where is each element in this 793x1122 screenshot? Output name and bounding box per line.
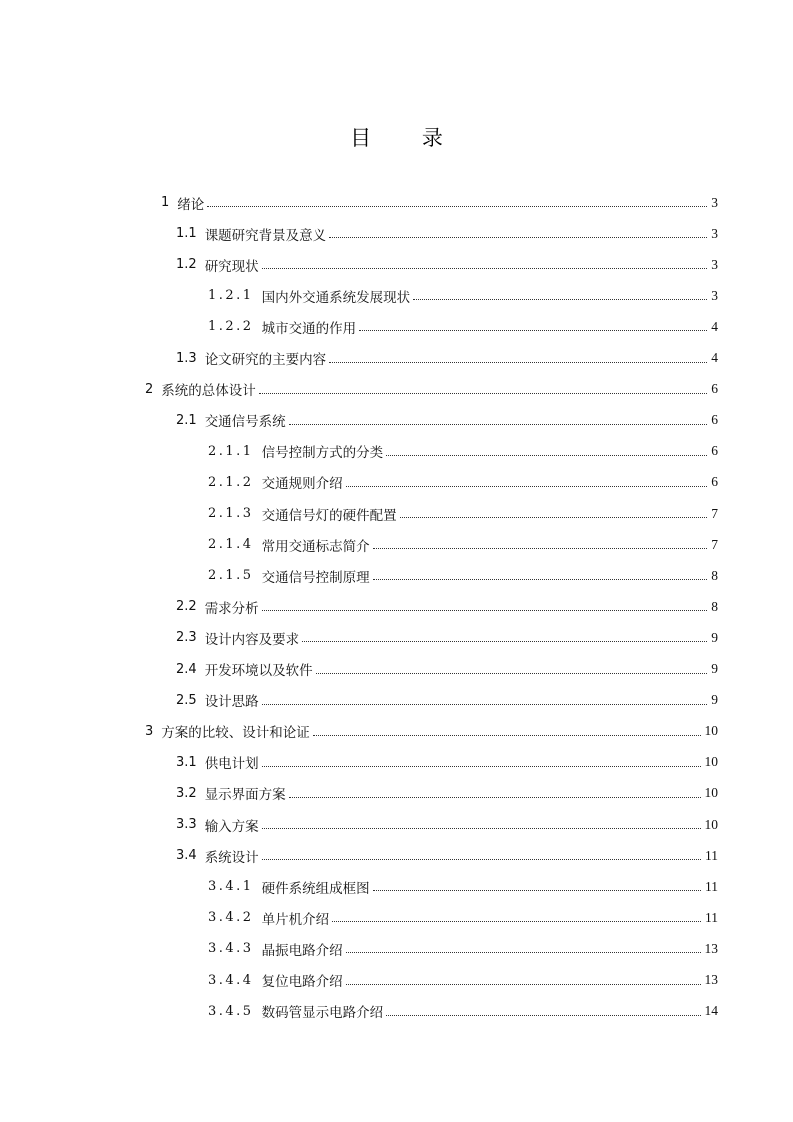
toc-entry-label: 需求分析 (204, 600, 259, 617)
toc-entry-label: 方案的比较、设计和论证 (161, 725, 310, 742)
toc-entry-number: 2.5 (176, 692, 197, 708)
toc-entry-page: 13 (704, 972, 718, 987)
toc-entry-label: 晶振电路介绍 (261, 942, 343, 959)
toc-entry-label: 研究现状 (204, 258, 259, 275)
toc-entry-label: 常用交通标志简介 (261, 538, 370, 555)
toc-entry[interactable] (208, 436, 718, 467)
toc-entry-page: 11 (705, 909, 718, 925)
toc-entry-label: 国内外交通系统发展现状 (261, 289, 411, 306)
toc-dot-leader (289, 797, 701, 798)
toc-entry-label: 系统设计 (204, 849, 259, 866)
toc-entry-label: 复位电路介绍 (261, 974, 343, 990)
toc-entry-page: 13 (704, 940, 718, 956)
toc-entry-label: 输入方案 (204, 818, 259, 835)
toc-entry-label: 设计内容及要求 (204, 631, 300, 648)
toc-entry[interactable] (176, 747, 718, 778)
toc-entry-page: 11 (705, 878, 718, 894)
toc-entry-page: 4 (711, 350, 718, 365)
toc-entry-page: 3 (711, 194, 718, 210)
toc-entry-page: 6 (711, 474, 718, 490)
toc-dot-leader (413, 299, 707, 300)
toc-entry[interactable] (176, 405, 718, 436)
toc-entry-page: 11 (705, 847, 718, 863)
toc-entry-label: 课题研究背景及意义 (204, 227, 327, 244)
toc-dot-leader (346, 486, 708, 487)
toc-entry[interactable] (176, 343, 718, 374)
toc-entry-number: 2.2 (176, 599, 197, 615)
toc-entry-page: 10 (704, 816, 718, 832)
toc-entry-label: 交通规则介绍 (261, 476, 343, 493)
toc-entry-page: 10 (704, 754, 718, 770)
toc-entry-label: 数码管显示电路介绍 (261, 1005, 384, 1022)
toc-entry-label: 供电计划 (204, 756, 259, 773)
toc-entry[interactable] (208, 498, 718, 529)
toc-dot-leader (329, 362, 707, 363)
toc-dot-leader (346, 952, 701, 953)
toc-entry-page: 3 (711, 256, 718, 272)
toc-entry-number: 3.4.1 (208, 879, 254, 895)
toc-entry[interactable] (208, 871, 718, 902)
toc-dot-leader (262, 704, 708, 705)
toc-dot-leader (262, 610, 708, 611)
toc-entry-label: 显示界面方案 (204, 787, 286, 804)
toc-entry-page: 3 (711, 225, 718, 241)
toc-entry-label: 设计思路 (204, 694, 259, 711)
toc-entry-page: 10 (704, 785, 718, 801)
toc-entry[interactable] (208, 965, 718, 996)
toc-entry-number: 1.2.1 (208, 288, 254, 304)
toc-entry-number: 1.2.2 (208, 319, 254, 335)
toc-entry-number: 3.4.5 (208, 1003, 254, 1019)
toc-dot-leader (373, 890, 701, 891)
toc-dot-leader (346, 984, 701, 985)
toc-entry-number: 2.1.3 (208, 506, 254, 521)
toc-entry-number: 2.1.5 (208, 568, 254, 584)
toc-dot-leader (386, 1015, 700, 1016)
toc-entry[interactable] (176, 249, 718, 280)
toc-dot-leader (316, 673, 708, 674)
toc-entry[interactable] (145, 374, 718, 405)
toc-dot-leader (386, 455, 707, 456)
toc-entry-page: 8 (711, 598, 718, 614)
toc-dot-leader (373, 548, 708, 549)
toc-entry-number: 3.3 (176, 817, 197, 832)
toc-entry-page: 14 (704, 1003, 718, 1019)
toc-entry[interactable] (176, 218, 718, 249)
toc-entry[interactable] (145, 716, 718, 747)
toc-entry-label: 信号控制方式的分类 (261, 445, 384, 462)
toc-dot-leader (332, 921, 701, 922)
toc-entry-number: 3.2 (176, 785, 197, 801)
toc-entry-label: 论文研究的主要内容 (204, 352, 327, 368)
toc-entry-page: 9 (711, 661, 718, 676)
toc-dot-leader (262, 766, 701, 767)
toc-entry-page: 8 (711, 567, 718, 583)
toc-entry-number: 3 (145, 723, 154, 739)
toc-entry[interactable] (176, 840, 718, 871)
toc-entry[interactable] (208, 280, 718, 311)
toc-dot-leader (207, 206, 707, 207)
toc-entry[interactable] (176, 654, 718, 685)
toc-entry-label: 单片机介绍 (261, 911, 330, 928)
toc-entry-label: 城市交通的作用 (261, 320, 357, 337)
toc-entry-label: 绪论 (177, 196, 205, 213)
toc-dot-leader (400, 517, 708, 518)
toc-entry-label: 交通信号控制原理 (261, 569, 370, 586)
toc-entry-label: 开发环境以及软件 (204, 663, 313, 679)
toc-entry-number: 1.1 (176, 226, 197, 242)
toc-entry-page: 6 (711, 381, 718, 397)
toc-dot-leader (289, 424, 708, 425)
toc-entry-number: 2.1.4 (208, 537, 254, 553)
toc-dot-leader (259, 393, 707, 394)
page-title: 目 录 (350, 126, 465, 150)
toc-entry-number: 2 (145, 381, 154, 397)
toc-entry-page: 9 (711, 629, 718, 645)
toc-dot-leader (302, 641, 707, 642)
toc-entry[interactable] (176, 685, 718, 716)
toc-entry-page: 10 (704, 723, 718, 739)
toc-entry-number: 3.1 (176, 754, 197, 770)
toc-entry[interactable] (161, 187, 718, 218)
toc-entry-label: 系统的总体设计 (161, 383, 256, 400)
toc-entry[interactable] (208, 467, 718, 498)
toc-dot-leader (373, 579, 708, 580)
toc-entry-label: 硬件系统组成框图 (261, 880, 370, 897)
toc-entry-number: 1 (161, 195, 170, 210)
toc-entry[interactable] (208, 529, 718, 560)
toc-entry-page: 6 (711, 412, 718, 428)
toc-entry-page: 9 (711, 692, 718, 708)
toc-entry[interactable] (176, 622, 718, 653)
toc-entry[interactable] (176, 778, 718, 809)
toc-entry-number: 2.1.1 (208, 443, 254, 459)
toc-dot-leader (329, 237, 707, 238)
toc-entry[interactable] (176, 809, 718, 840)
toc-dot-leader (313, 735, 701, 736)
toc-dot-leader (262, 859, 701, 860)
toc-dot-leader (262, 268, 708, 269)
toc-entry[interactable] (208, 996, 718, 1027)
toc-entry-page: 7 (711, 536, 718, 552)
toc-entry-number: 3.4.3 (208, 941, 254, 957)
toc-entry-number: 1.3 (176, 350, 197, 366)
toc-entry[interactable] (208, 311, 718, 342)
toc-dot-leader (262, 828, 701, 829)
toc-entry[interactable] (208, 933, 718, 964)
toc-entry-number: 3.4.2 (208, 910, 254, 926)
toc-entry-number: 2.1.2 (208, 474, 254, 490)
toc-entry-page: 3 (711, 287, 718, 303)
toc-entry-number: 2.4 (176, 661, 197, 677)
toc-entry-label: 交通信号灯的硬件配置 (261, 507, 397, 524)
toc-entry[interactable] (208, 560, 718, 591)
toc-entry-number: 2.1 (176, 412, 197, 428)
toc-entry-page: 6 (711, 443, 718, 459)
toc-dot-leader (359, 330, 707, 331)
toc-entry-number: 2.3 (176, 630, 197, 646)
toc-entry-page: 4 (711, 318, 718, 334)
toc-entry-label: 交通信号系统 (204, 414, 286, 431)
toc-entry-number: 3.4 (176, 848, 197, 864)
toc-entry-number: 3.4.4 (208, 972, 254, 988)
toc-entry[interactable] (208, 902, 718, 933)
toc-entry-number: 1.2 (176, 257, 197, 273)
toc-entry[interactable] (176, 591, 718, 622)
toc-entry-page: 7 (711, 505, 718, 521)
